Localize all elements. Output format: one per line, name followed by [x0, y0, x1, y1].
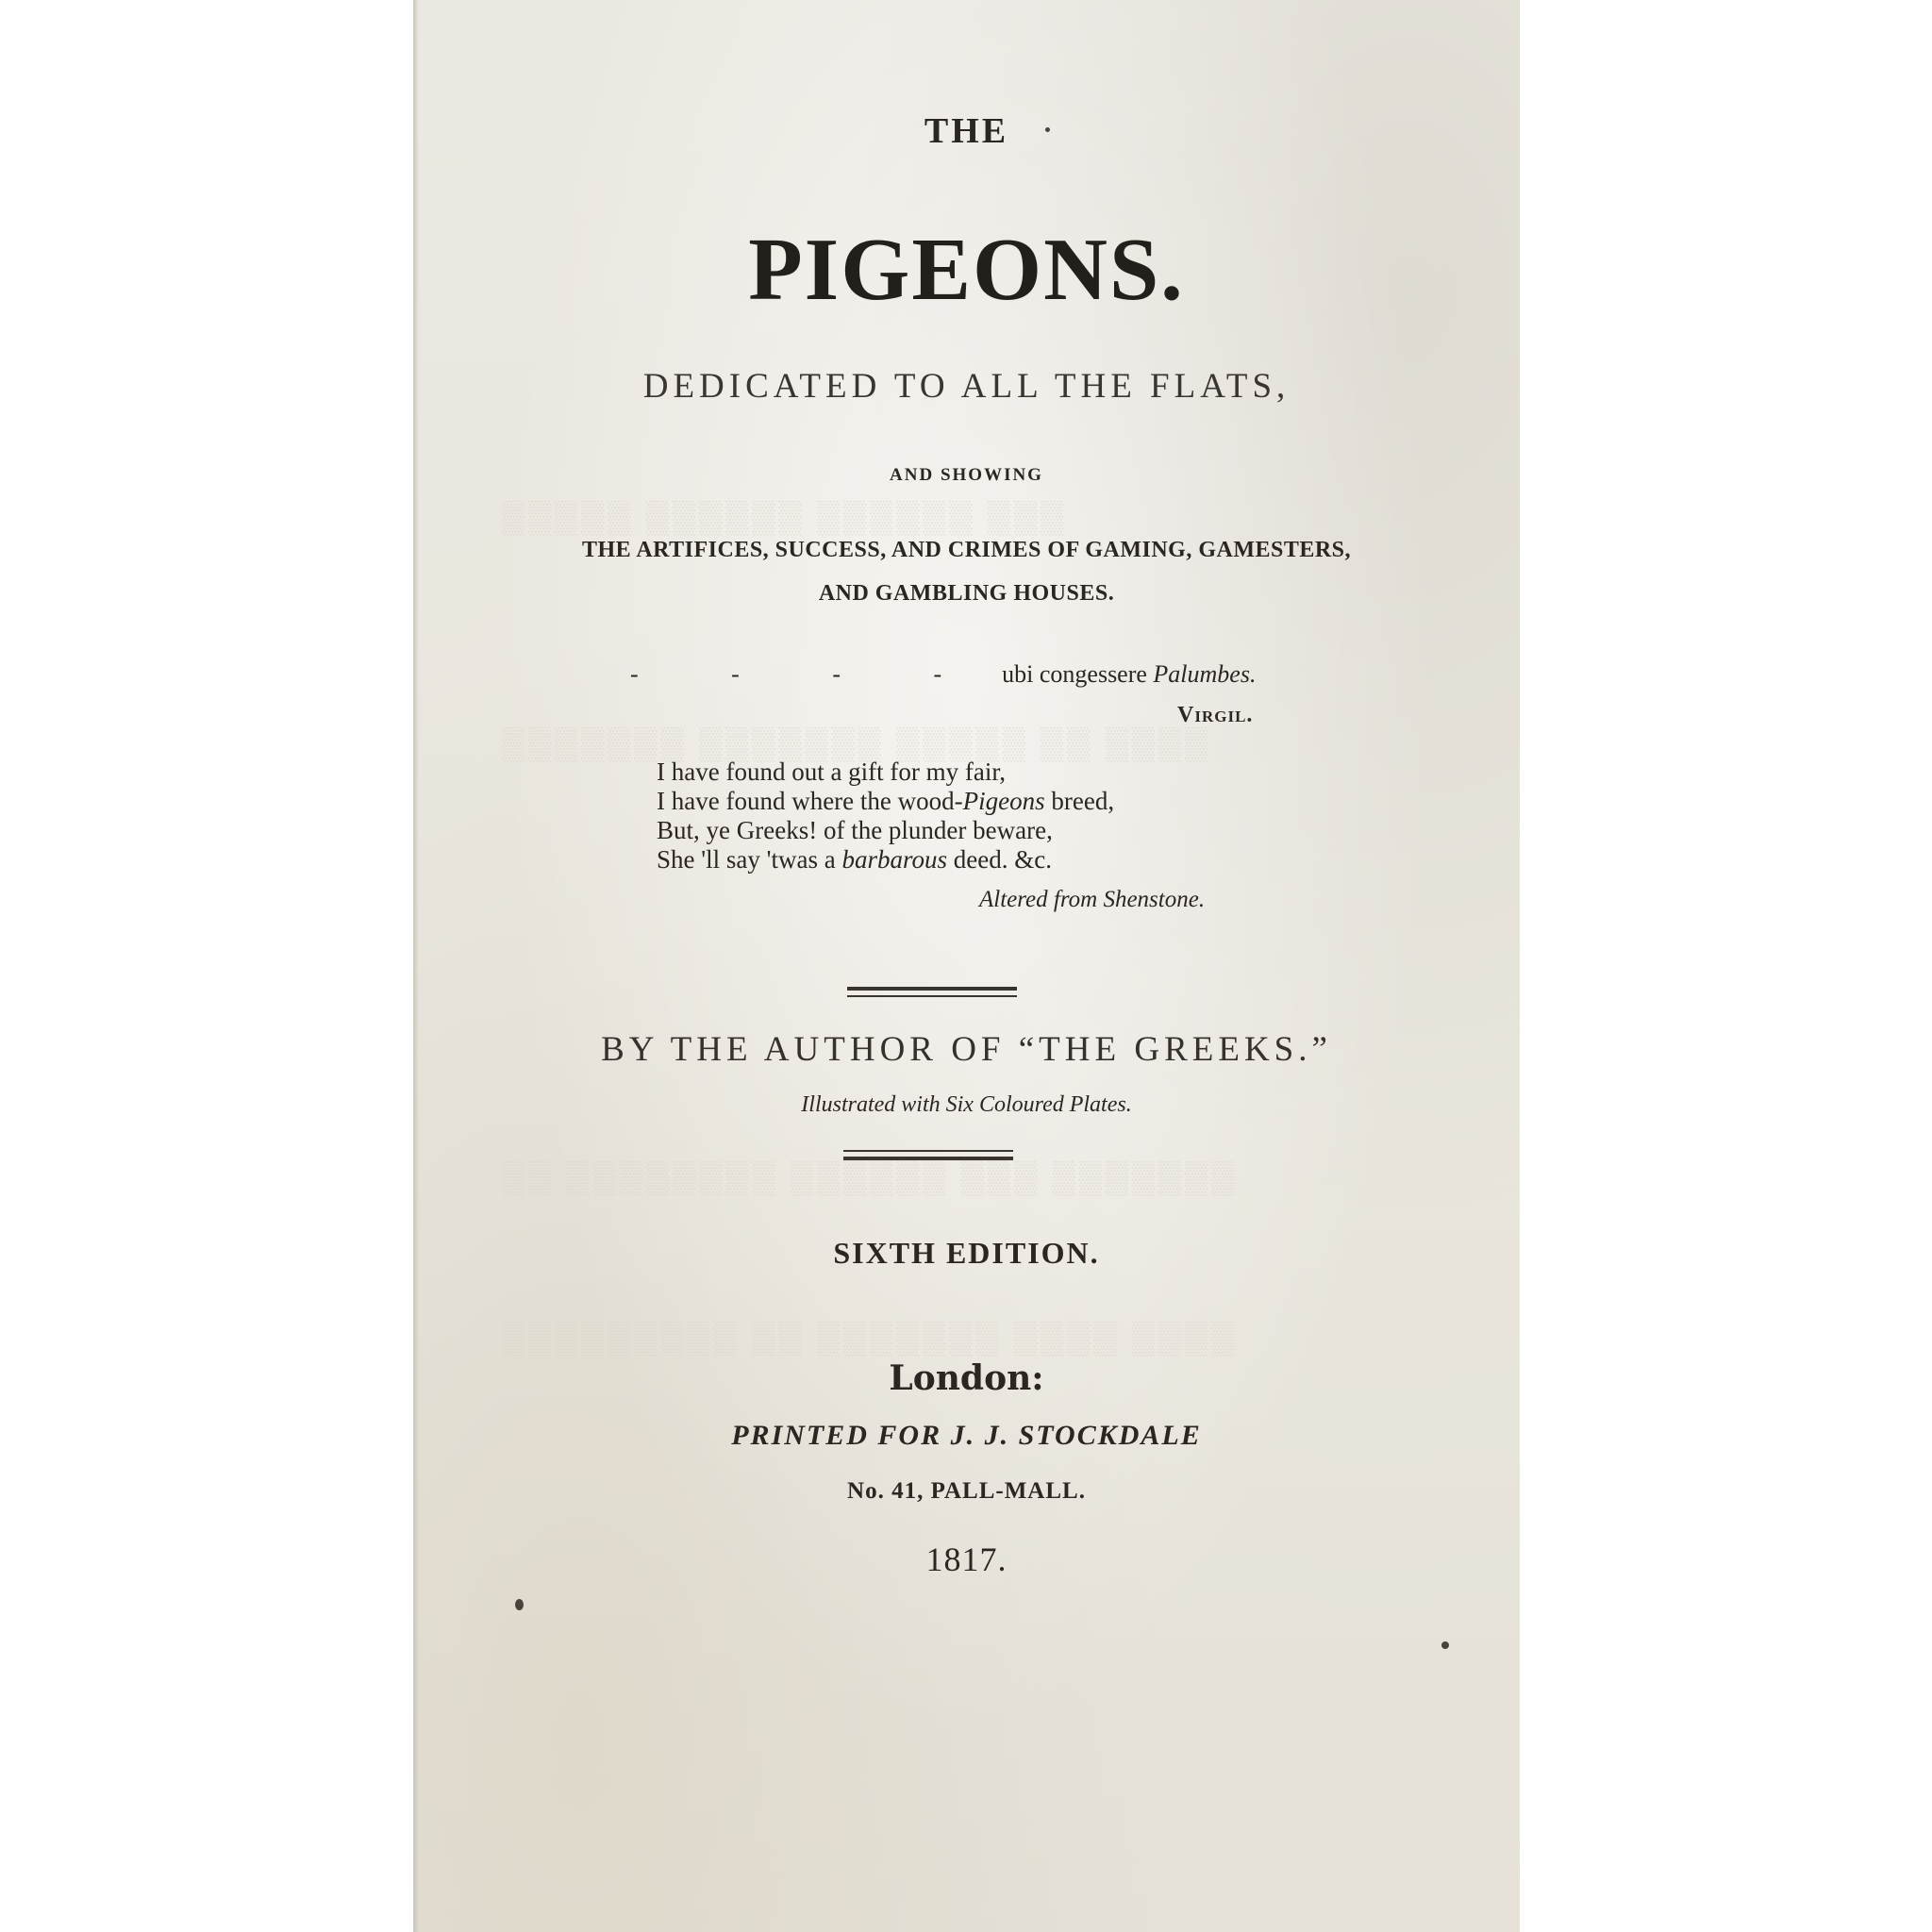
double-rule-bottom-b	[843, 1157, 1013, 1160]
foxing-speck-1	[515, 1599, 524, 1610]
book-title: PIGEONS.	[748, 221, 1185, 319]
double-rule-top-b	[847, 995, 1017, 997]
show-through-1: ▒▒▒ ▒▒▒▒▒▒ ▒▒▒▒▒▒ ▒▒▒▒▒	[498, 500, 1064, 535]
imprint-address: No. 41, PALL-MALL.	[847, 1478, 1086, 1504]
subject-line-2: AND GAMBLING HOUSES.	[818, 581, 1115, 606]
imprint-year: 1817.	[925, 1541, 1008, 1578]
imprint-printer: PRINTED FOR J. J. STOCKDALE	[731, 1420, 1202, 1451]
dedication-line: DEDICATED TO ALL THE FLATS,	[642, 367, 1291, 406]
imprint-place: London:	[889, 1358, 1044, 1398]
show-through-2: ▒▒▒▒ ▒▒ ▒▒▒▒▒ ▒▒▒▒▒▒▒ ▒▒▒▒▒▒▒	[498, 726, 1208, 761]
and-showing-line: AND SHOWING	[890, 465, 1043, 485]
title-article: THE	[924, 111, 1009, 151]
subject-line-1: THE ARTIFICES, SUCCESS, AND CRIMES OF GAMING, GAMESTERS,	[581, 538, 1352, 562]
show-through-4: ▒▒▒▒ ▒▒▒▒ ▒▒▒▒▒▒▒ ▒▒ ▒▒▒▒▒▒▒▒▒	[498, 1321, 1235, 1356]
poem-line-3: But, ye Greeks! of the plunder beware,	[657, 816, 1053, 844]
epigraph-dashes: - - - -	[630, 660, 986, 688]
author-line: BY THE AUTHOR OF “THE GREEKS.”	[601, 1030, 1332, 1069]
edition-line: SIXTH EDITION.	[833, 1236, 1100, 1270]
title-page	[413, 0, 1520, 1932]
foxing-speck-3	[1045, 127, 1050, 132]
epigraph-italic: Palumbes.	[1153, 660, 1257, 688]
poem-epigraph	[657, 758, 1114, 874]
show-through-3: ▒▒▒▒▒▒▒ ▒▒▒ ▒▒▒▒▒▒ ▒▒▒▒▒▒▒▒ ▒▒	[498, 1160, 1235, 1195]
poem-attribution: Altered from Shenstone.	[979, 887, 1206, 912]
poem-line-2: I have found where the wood-Pigeons breed,	[657, 787, 1115, 815]
double-rule-bottom-a	[843, 1150, 1013, 1152]
illustrated-line: Illustrated with Six Coloured Plates.	[801, 1092, 1132, 1117]
poem-line-4: She 'll say 'twas a barbarous deed. &c.	[657, 845, 1052, 874]
foxing-speck-2	[1441, 1641, 1449, 1649]
latin-epigraph	[630, 660, 1256, 689]
epigraph-attribution: Virgil.	[1177, 703, 1254, 727]
double-rule-top-a	[847, 987, 1017, 991]
poem-line-1: I have found out a gift for my fair,	[657, 758, 1007, 786]
epigraph-text: ubi congessere	[1002, 660, 1154, 688]
